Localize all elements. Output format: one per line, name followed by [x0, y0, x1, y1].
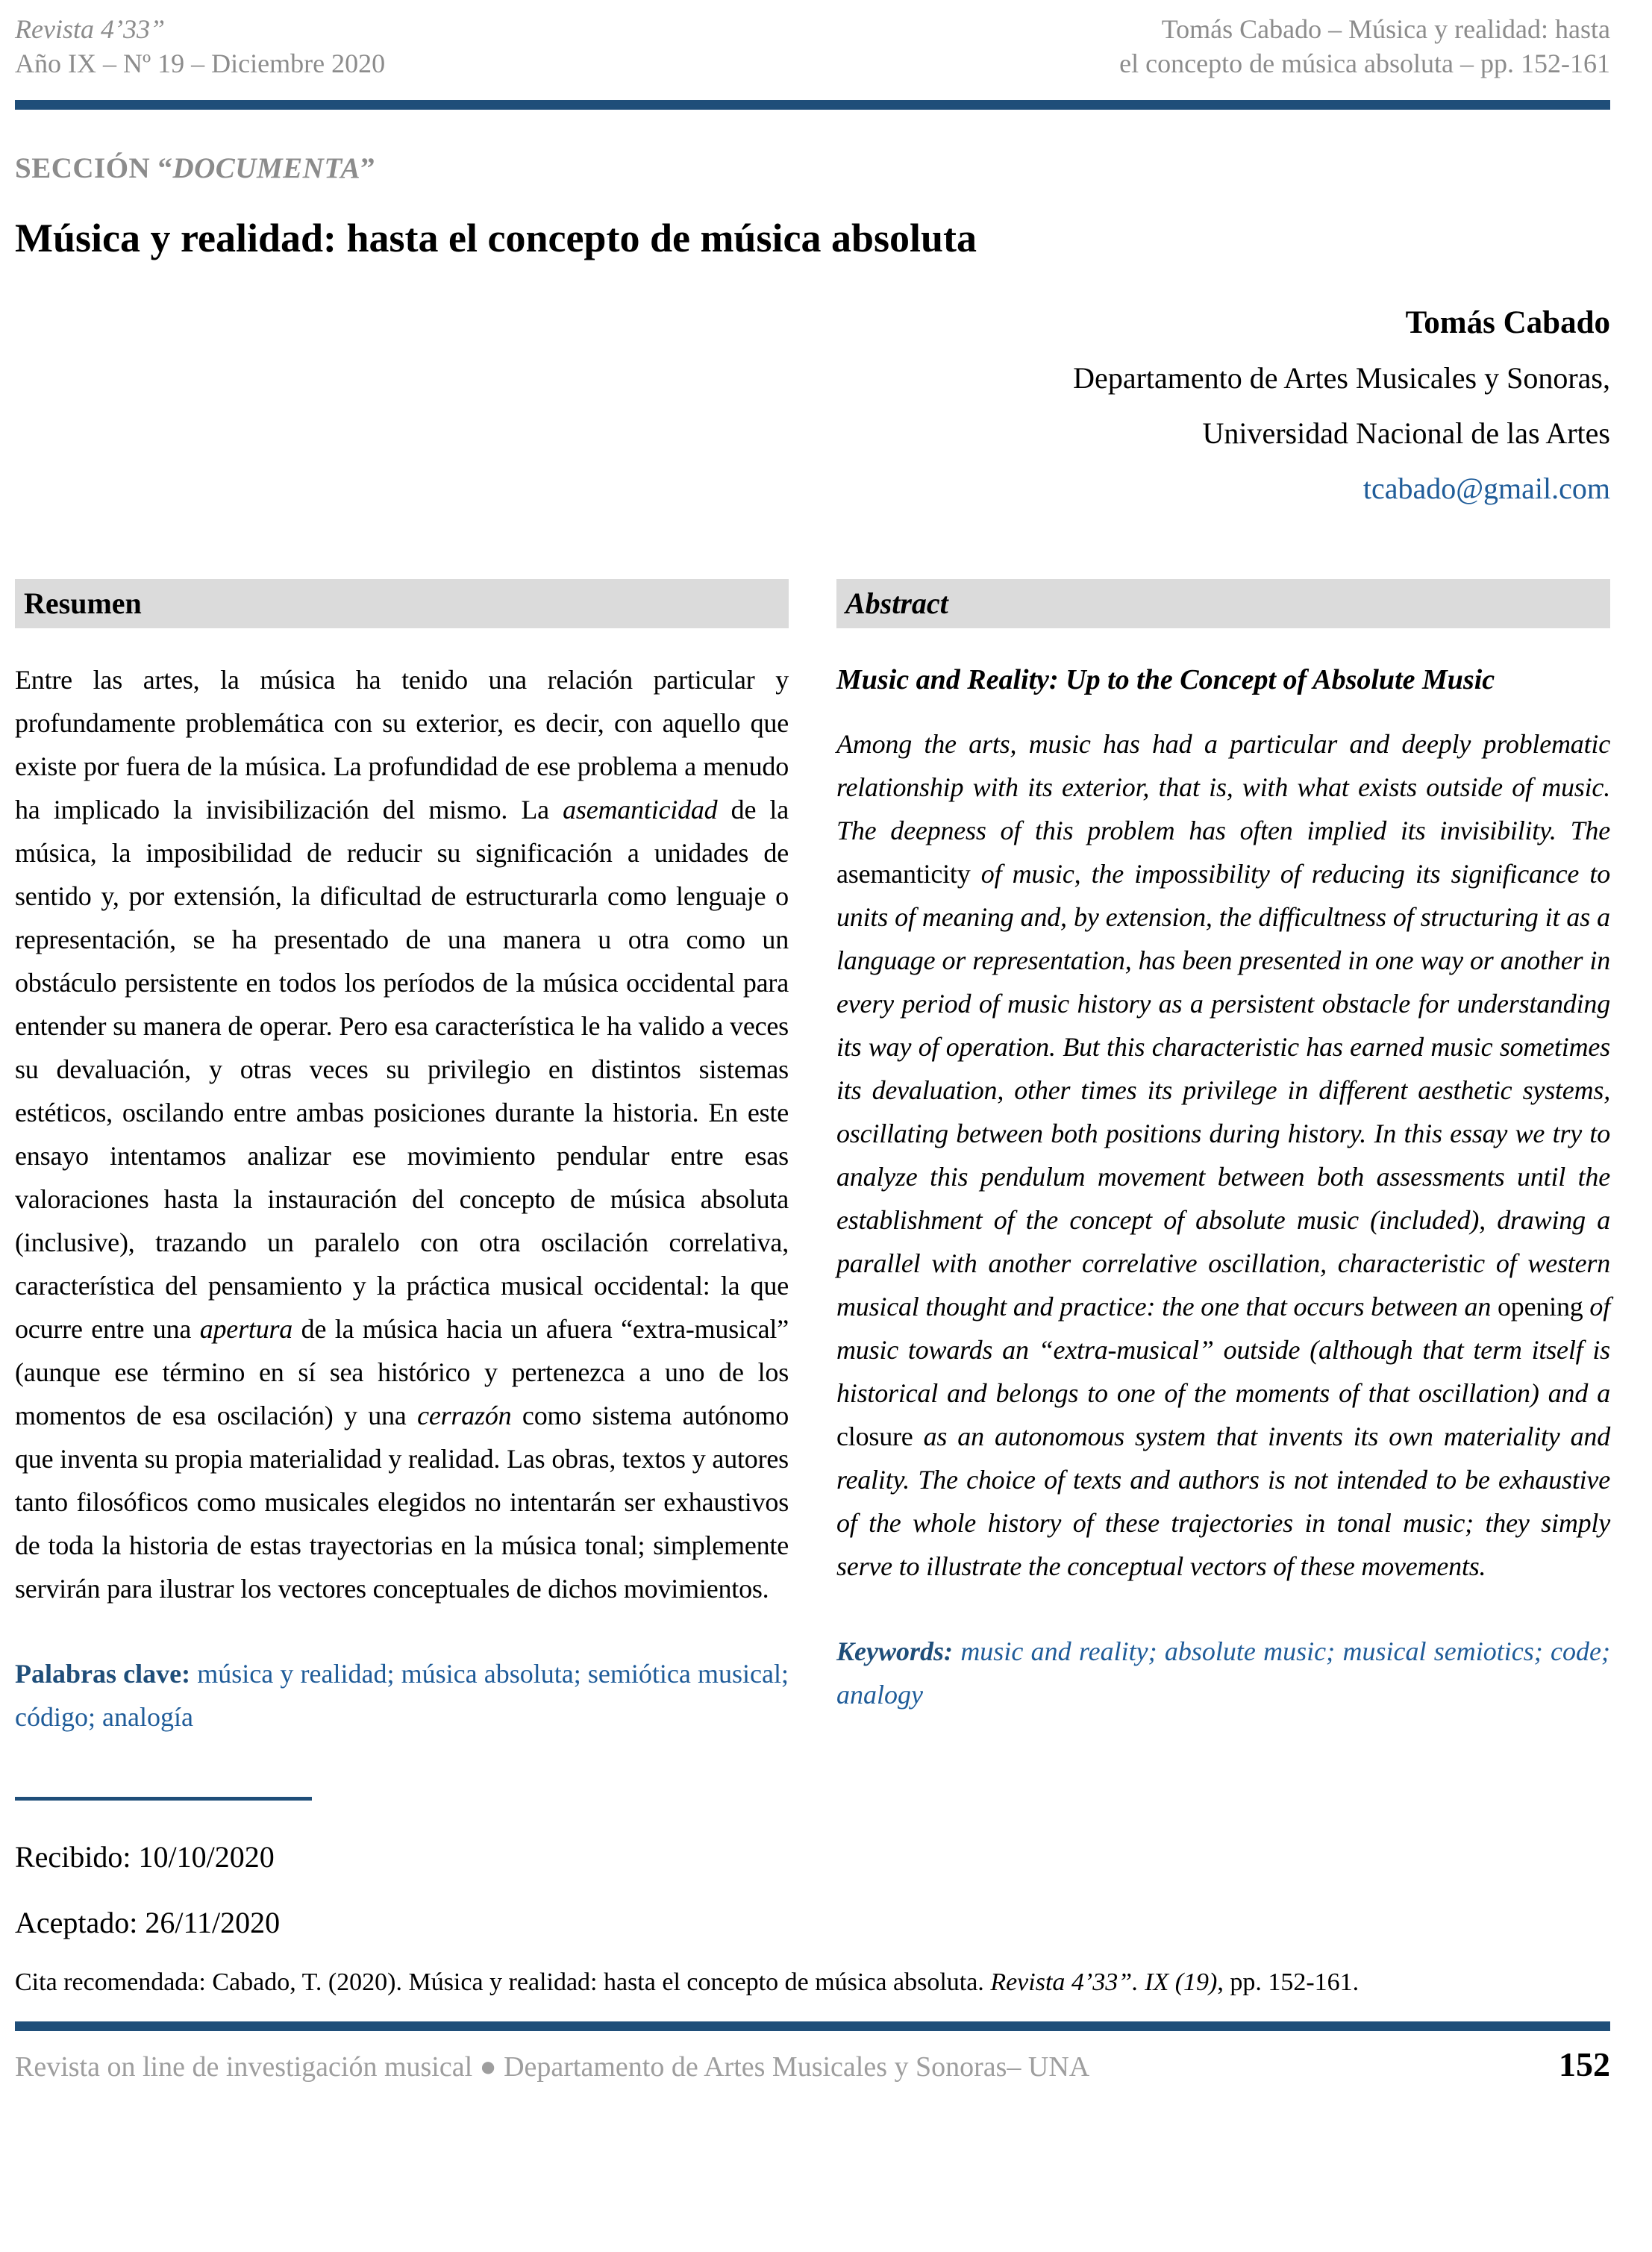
- keywords: [836, 1630, 1610, 1716]
- page-title: Música y realidad: hasta el concepto de música absoluta: [15, 216, 977, 260]
- palabras-clave-label: Palabras clave:: [15, 1659, 191, 1689]
- footnote-rule: [15, 1797, 312, 1801]
- running-head: [15, 12, 1610, 81]
- footer-journal-line: Revista on line de investigación musical ● Departamento de Artes Musicales y Sonoras– UNA: [15, 2051, 1090, 2083]
- footer-rule: [15, 2021, 1610, 2031]
- author-name: Tomás Cabado: [1405, 305, 1610, 340]
- header-rule: [15, 100, 1610, 110]
- abstract-body: Among the arts, music has had a particular and deeply problematic relationship with its exterior, that is, with what exists outside of music. The deepness of this problem has often implied its invisibility. The asemanticity of music, the impossibility of reducing its significance to units of meaning and, by extension, the difficultness of structuring it as a language or representation, has been presented in one way or another in every period of music history as a persistent obstacle for understanding its way of operation. But this characteristic has earned music sometimes its devaluation, other times its privilege in different aesthetic systems, oscillating between both positions during history. In this essay we try to analyze this pendulum movement between both assessments until the establishment of the concept of absolute music (included), drawing a parallel with another correlative oscillation, characteristic of western musical thought and practice: the one that occurs between an opening of music towards an “extra-musical” outside (although that term itself is historical and belongs to one of the moments of that oscillation) and a closure as an autonomous system that invents its own materiality and reality. The choice of texts and authors is not intended to be exhaustive of the whole history of these trajectories in tonal music; they simply serve to illustrate the conceptual vectors of these movements.: [836, 729, 1610, 1581]
- recommended-citation: Cita recomendada: Cabado, T. (2020). Música y realidad: hasta el concepto de música absoluta. Revista 4’33”. IX (19), pp. 152-161.: [15, 1968, 1360, 1996]
- author-email-link[interactable]: tcabado@gmail.com: [1362, 472, 1610, 505]
- abstract-heading: Abstract: [836, 579, 1610, 628]
- resumen-body: Entre las artes, la música ha tenido una relación particular y profundamente problemática con su exterior, es decir, con aquello que existe por fuera de la música. La profundidad de ese problema a menudo ha implicado la invisibilización del mismo. La asemanticidad de la música, la imposibilidad de reducir su significación a unidades de sentido y, por extensión, la dificultad de estructurarla como lenguaje o representación, se ha presentado de una manera u otra como un obstáculo persistente en todos los períodos de la música occidental para entender su manera de operar. Pero esa característica le ha valido a veces su devaluación, y otras veces su privilegio en distintos sistemas estéticos, oscilando entre ambas posiciones durante la historia. En este ensayo intentamos analizar ese movimiento pendular entre esas valoraciones hasta la instauración del concepto de música absoluta (inclusive), trazando un paralelo con otra oscilación correlativa, característica del pensamiento y la práctica musical occidental: la que ocurre entre una apertura de la música hacia un afuera “extra-musical” (aunque ese término en sí sea histórico y pertenezca a uno de los momentos de esa oscilación) y una cerrazón como sistema autónomo que inventa su propia materialidad y realidad. Las obras, textos y autores tanto filosóficos como musicales elegidos no intentarán ser exhaustivos de toda la historia de estas trayectorias en la música tonal; simplemente servirán para ilustrar los vectores conceptuales de dichos movimientos.: [15, 665, 789, 1604]
- running-head-left: [15, 12, 385, 81]
- accepted-date: Aceptado: 26/11/2020: [15, 1906, 281, 1939]
- running-head-right: [1119, 12, 1610, 81]
- resumen-column: [15, 579, 789, 1739]
- page-number: 152: [1559, 2045, 1610, 2083]
- running-title-line1: Tomás Cabado – Música y realidad: hasta: [1161, 14, 1610, 44]
- author-block: [15, 295, 1610, 516]
- resumen-heading: Resumen: [15, 579, 789, 628]
- journal-name: Revista 4’33”: [15, 14, 165, 44]
- page-footer: [15, 2045, 1610, 2084]
- abstract-columns: [15, 579, 1610, 1739]
- author-affiliation-2: Universidad Nacional de las Artes: [1202, 416, 1610, 450]
- abstract-english-title: Music and Reality: Up to the Concept of Absolute Music: [836, 664, 1495, 695]
- abstract-column: [836, 579, 1610, 1739]
- section-label: SECCIÓN “DOCUMENTA”: [15, 152, 376, 184]
- running-title-line2: el concepto de música absoluta – pp. 152-161: [1119, 49, 1610, 78]
- palabras-clave: [15, 1652, 789, 1739]
- palabras-clave-list: música y realidad; música absoluta; semiótica musical; código; analogía: [15, 1659, 789, 1732]
- author-affiliation-1: Departamento de Artes Musicales y Sonoras,: [1073, 361, 1610, 395]
- keywords-label: Keywords:: [836, 1636, 953, 1666]
- received-date: Recibido: 10/10/2020: [15, 1840, 275, 1874]
- issue-info: Año IX – Nº 19 – Diciembre 2020: [15, 49, 386, 78]
- keywords-list: music and reality; absolute music; musical semiotics; code; analogy: [836, 1636, 1610, 1710]
